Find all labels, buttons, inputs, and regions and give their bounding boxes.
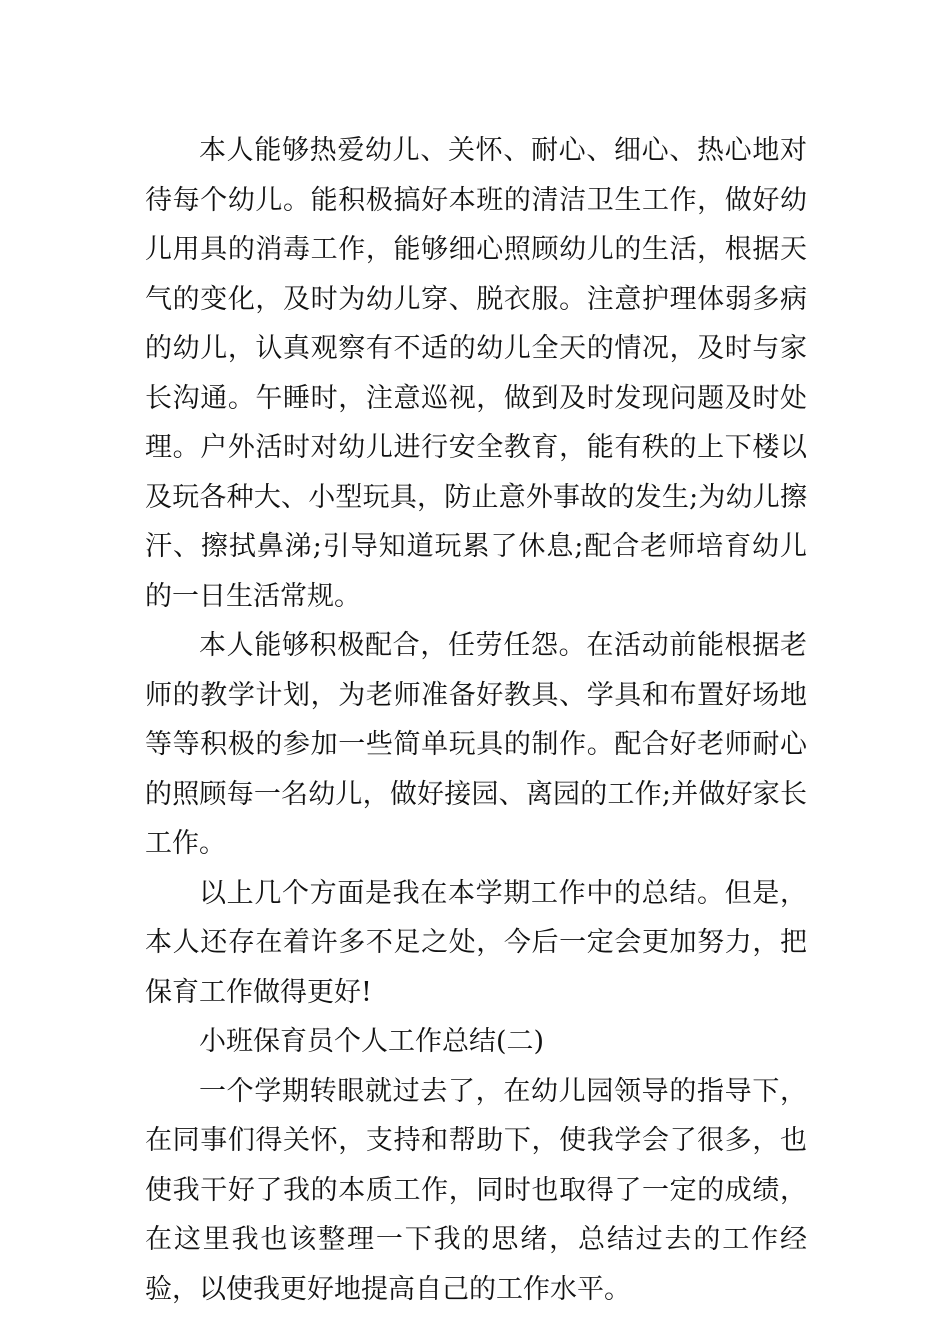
paragraph-1: 本人能够热爱幼儿、关怀、耐心、细心、热心地对待每个幼儿。能积极搞好本班的清洁卫生工作，做好幼儿用具的消毒工作，能够细心照顾幼儿的生活，根据天气的变化，及时为幼儿穿、脱衣服。注意护理体弱多病的幼儿，认真观察有不适的幼儿全天的情况，及时与家长沟通。午睡时，注意巡视，做到及时发现问题及时处理。户外活时对幼儿进行安全教育，能有秩的上下楼以及玩各种大、小型玩具，防止意外事故的发生;为幼儿擦汗、擦拭鼻涕;引导知道玩累了休息;配合老师培育幼儿的一日生活常规。 (145, 135, 807, 612)
paragraph-4: 一个学期转眼就过去了，在幼儿园领导的指导下，在同事们得关怀，支持和帮助下，使我学会了很多，也使我干好了我的本质工作，同时也取得了一定的成绩，在这里我也该整理一下我的思绪，总结过去的工作经验，以使我更好地提高自己的工作水平。 (145, 1075, 807, 1305)
paragraph-2: 本人能够积极配合，任劳任怨。在活动前能根据老师的教学计划，为老师准备好教具、学具和布置好场地等等积极的参加一些简单玩具的制作。配合好老师耐心的照顾每一名幼儿，做好接园、离园的工作;并做好家长工作。 (145, 630, 807, 859)
section-heading: 小班保育员个人工作总结(二) (199, 1026, 545, 1057)
document-body (145, 126, 807, 1314)
paragraph-3: 以上几个方面是我在本学期工作中的总结。但是，本人还存在着许多不足之处，今后一定会更加努力，把保育工作做得更好! (145, 877, 807, 1008)
